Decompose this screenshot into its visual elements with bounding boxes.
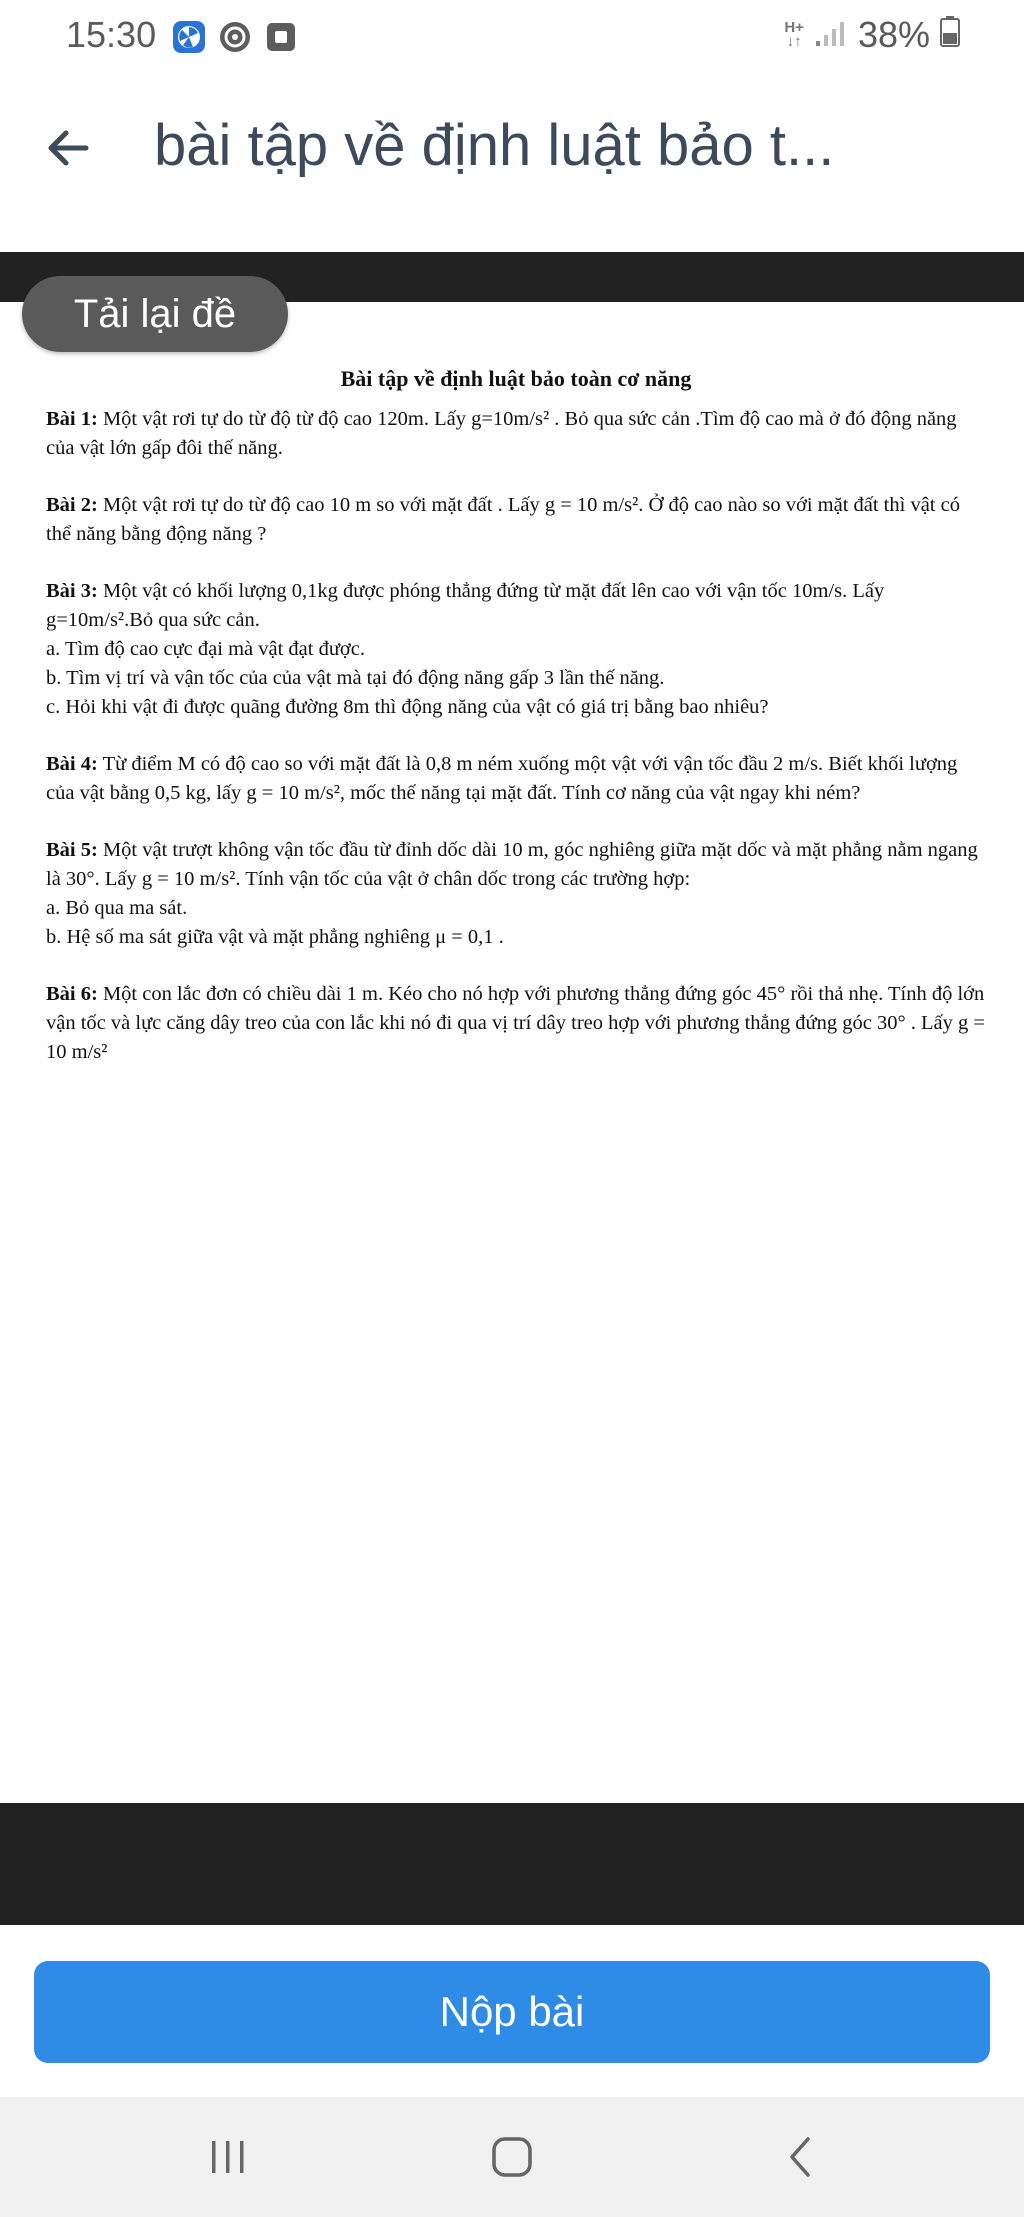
- problem-subitem: b. Hệ số ma sát giữa vật và mặt phẳng nghiêng μ = 0,1 .: [46, 926, 504, 948]
- app-bar: [0, 76, 1024, 252]
- media-icon: [218, 20, 252, 54]
- problem-label: Bài 3:: [46, 580, 98, 602]
- back-button[interactable]: [36, 116, 100, 180]
- submit-area: [0, 1925, 1024, 2097]
- problem-item: [46, 750, 986, 808]
- problem-item: [46, 980, 986, 1067]
- problem-subitem: a. Tìm độ cao cực đại mà vật đạt được.: [46, 638, 366, 660]
- status-bar: [0, 0, 1024, 76]
- back-nav-icon: [780, 2134, 820, 2180]
- problem-label: Bài 2:: [46, 494, 98, 516]
- arrow-left-icon: [42, 122, 94, 174]
- network-type: H+ ↓↑: [784, 19, 804, 50]
- problem-subitem: a. Bỏ qua ma sát.: [46, 897, 188, 919]
- problem-subitem: b. Tìm vị trí và vận tốc của của vật mà tại đó động năng gấp 3 lần thế năng.: [46, 667, 665, 689]
- battery-icon: [940, 14, 960, 56]
- page-title: bài tập về định luật bảo t...: [154, 113, 835, 178]
- home-button[interactable]: [480, 2125, 544, 2189]
- problem-item: [46, 405, 986, 463]
- notification-icons: [172, 20, 298, 54]
- document-title: Bài tập về định luật bảo toàn cơ năng: [340, 366, 692, 391]
- home-icon: [489, 2134, 535, 2180]
- battery-percent: 38%: [857, 14, 930, 55]
- problem-text: Một vật rơi tự do từ độ từ độ cao 120m. Lấy g=10m/s² . Bỏ qua sức cản .Tìm độ cao mà ở đó động năng của vật lớn gấp đôi thế năng.: [46, 408, 957, 459]
- exam-document: [46, 364, 986, 1095]
- recent-apps-icon: [206, 2137, 250, 2177]
- back-nav-button[interactable]: [768, 2125, 832, 2189]
- gallery-icon: [264, 20, 298, 54]
- viewer-bottom-band: [0, 1803, 1024, 1925]
- reload-exam-button[interactable]: Tải lại đề: [22, 276, 288, 352]
- problem-item: [46, 577, 986, 722]
- system-nav-bar: [0, 2097, 1024, 2217]
- problem-text: Một vật rơi tự do từ độ cao 10 m so với mặt đất . Lấy g = 10 m/s². Ở độ cao nào so với mặt đất thì vật có thể năng bằng động năng ?: [46, 494, 960, 545]
- signal-icon: [814, 14, 848, 56]
- recent-apps-button[interactable]: [196, 2125, 260, 2189]
- problem-label: Bài 6:: [46, 983, 98, 1005]
- problem-text: Từ điểm M có độ cao so với mặt đất là 0,8 m ném xuống một vật với vận tốc đầu 2 m/s. Biết khối lượng của vật bằng 0,5 kg, lấy g = 10 m/s², mốc thế năng tại mặt đất. Tính cơ năng của vật ngay khi ném?: [46, 753, 958, 804]
- submit-button[interactable]: Nộp bài: [34, 1961, 990, 2063]
- problem-label: Bài 1:: [46, 408, 98, 430]
- problem-label: Bài 5:: [46, 839, 98, 861]
- problem-label: Bài 4:: [46, 753, 98, 775]
- problem-text: Một vật trượt không vận tốc đầu từ đỉnh dốc dài 10 m, góc nghiêng giữa mặt dốc và mặt phẳng nằm ngang là 30°. Lấy g = 10 m/s². Tính vận tốc của vật ở chân dốc trong các trường hợp:: [46, 839, 978, 890]
- status-right: [784, 14, 960, 56]
- problem-item: [46, 491, 986, 549]
- problem-text: Một con lắc đơn có chiều dài 1 m. Kéo cho nó hợp với phương thẳng đứng góc 45° rồi thả nhẹ. Tính độ lớn vận tốc và lực căng dây treo của con lắc khi nó đi qua vị trí dây treo hợp với phương thẳng đứng góc 30° . Lấy g = 10 m/s²: [46, 983, 985, 1063]
- problem-text: Một vật có khối lượng 0,1kg được phóng thẳng đứng từ mặt đất lên cao với vận tốc 10m/s. Lấy g=10m/s².Bỏ qua sức cản.: [46, 580, 885, 631]
- problem-item: [46, 836, 986, 952]
- status-time: 15:30: [66, 14, 157, 55]
- fan-app-icon: [172, 20, 206, 54]
- problem-subitem: c. Hỏi khi vật đi được quãng đường 8m thì động năng của vật có giá trị bằng bao nhiêu?: [46, 696, 769, 718]
